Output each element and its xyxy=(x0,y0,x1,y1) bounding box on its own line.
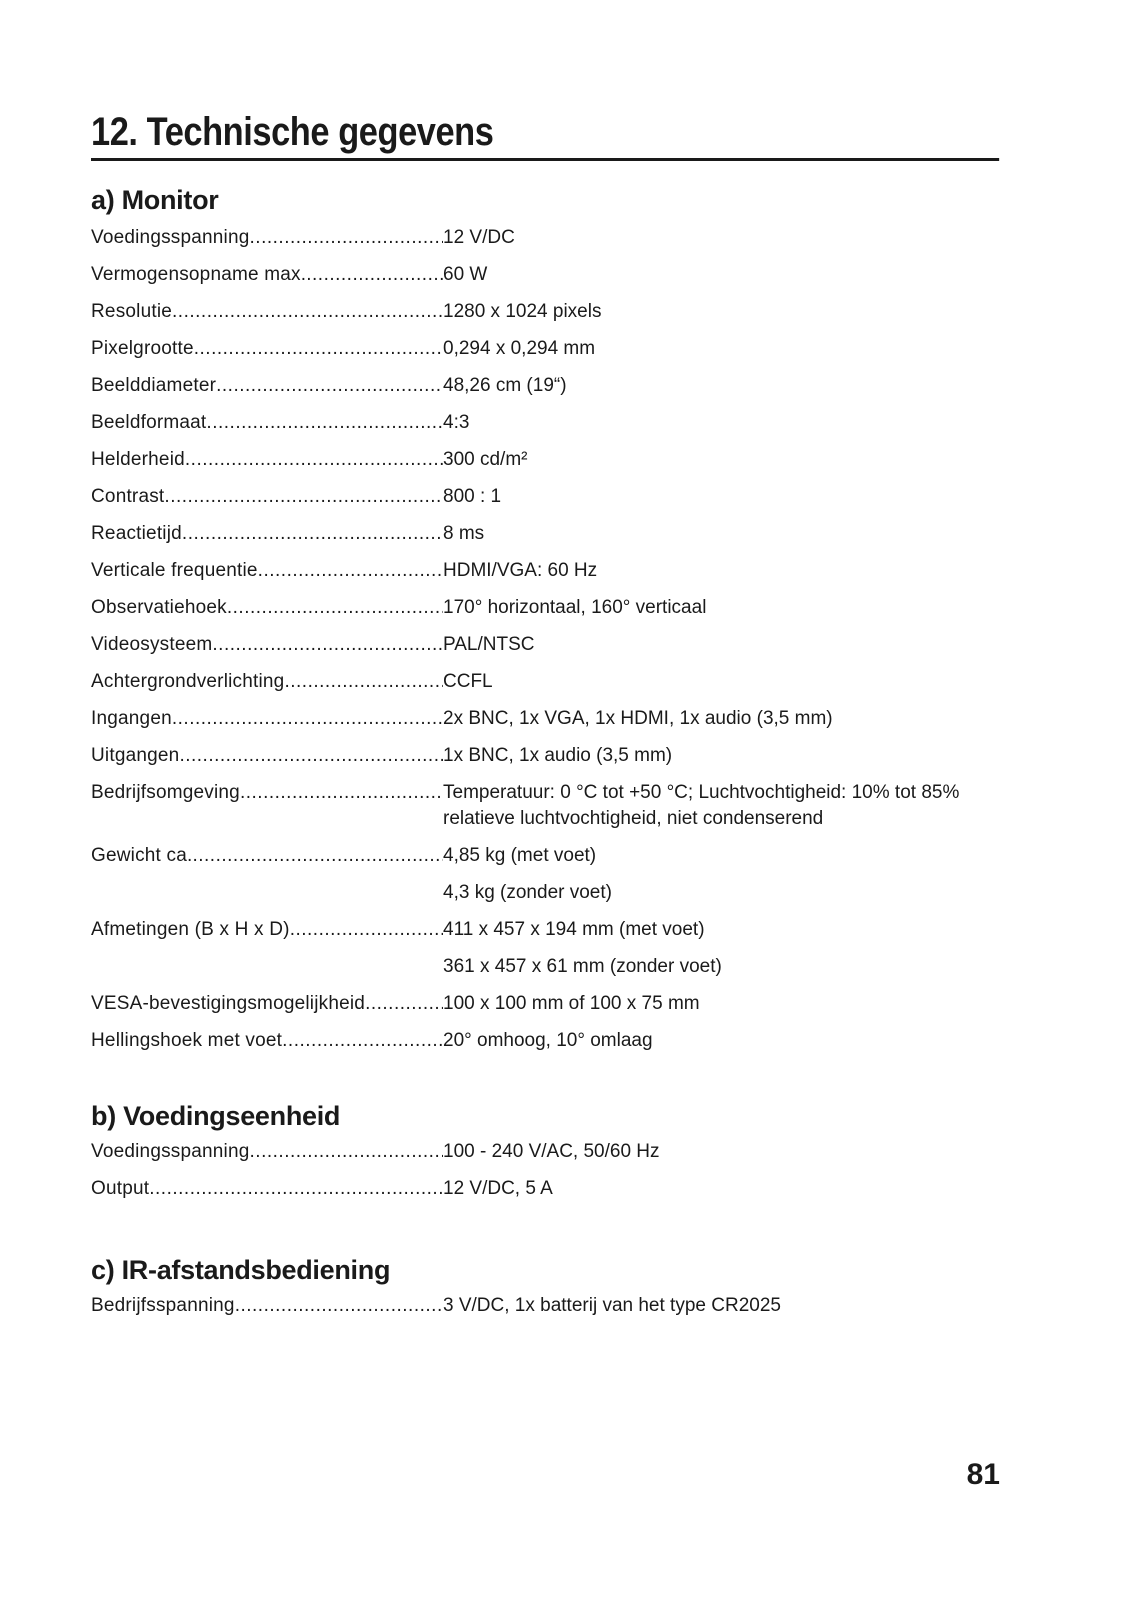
leader-dots xyxy=(240,780,443,806)
page-number: 81 xyxy=(966,1458,1000,1491)
leader-dots xyxy=(206,410,443,436)
leader-dots xyxy=(182,521,443,547)
spec-label: Videosysteem xyxy=(91,634,213,655)
leader-dots xyxy=(164,484,443,510)
spec-label: Resolutie xyxy=(91,301,173,322)
spec-label: Beelddiameter xyxy=(91,375,217,396)
leader-dots xyxy=(290,917,443,943)
leader-dots xyxy=(179,743,443,769)
spec-label: Afmetingen (B x H x D) xyxy=(91,919,290,940)
spec-row xyxy=(91,743,999,780)
section-title: a) Monitor xyxy=(91,185,219,215)
spec-row xyxy=(91,991,999,1028)
leader-dots xyxy=(216,373,443,399)
spec-label: Vermogensopname max. xyxy=(91,264,307,285)
spec-value: 411 x 457 x 194 mm (met voet) xyxy=(443,919,705,940)
section-title: c) IR-afstandsbediening xyxy=(91,1255,391,1285)
leader-dots xyxy=(172,706,443,732)
spec-label: Bedrijfsomgeving xyxy=(91,782,240,803)
spec-row xyxy=(91,410,999,447)
spec-label: Observatiehoek xyxy=(91,597,227,618)
spec-row xyxy=(91,1176,999,1213)
spec-value: 20° omhoog, 10° omlaag xyxy=(443,1030,653,1051)
spec-value: HDMI/VGA: 60 Hz xyxy=(443,560,598,581)
spec-value: 100 x 100 mm of 100 x 75 mm xyxy=(443,993,700,1014)
spec-row xyxy=(91,521,999,558)
spec-value: CCFL xyxy=(443,671,493,692)
spec-row xyxy=(91,1028,999,1065)
spec-row xyxy=(91,336,999,373)
chapter-title: 12. Technische gegevens xyxy=(91,108,999,161)
spec-value: 361 x 457 x 61 mm (zonder voet) xyxy=(443,956,722,977)
spec-value: 0,294 x 0,294 mm xyxy=(443,338,596,359)
spec-row-continuation xyxy=(91,880,999,917)
spec-value: 800 : 1 xyxy=(443,486,502,507)
leader-dots xyxy=(212,632,443,658)
spec-row xyxy=(91,373,999,410)
spec-value: 4:3 xyxy=(443,412,470,433)
spec-row xyxy=(91,917,999,954)
spec-row xyxy=(91,484,999,521)
section-monitor xyxy=(91,183,999,1065)
spec-label: Helderheid xyxy=(91,449,185,470)
spec-value: 3 V/DC, 1x batterij van het type CR2025 xyxy=(443,1295,781,1316)
spec-value: 4,3 kg (zonder voet) xyxy=(443,882,612,903)
spec-row xyxy=(91,595,999,632)
spec-value: 2x BNC, 1x VGA, 1x HDMI, 1x audio (3,5 mm) xyxy=(443,708,833,729)
spec-label: Pixelgrootte xyxy=(91,338,194,359)
section-power-supply xyxy=(91,1099,999,1213)
spec-value: 12 V/DC, 5 A xyxy=(443,1178,553,1199)
spec-row xyxy=(91,780,999,843)
document-page xyxy=(91,108,999,1330)
leader-dots xyxy=(365,991,443,1017)
spec-list xyxy=(91,1139,999,1213)
spec-row-continuation xyxy=(91,954,999,991)
spec-row xyxy=(91,558,999,595)
spec-label: Uitgangen xyxy=(91,745,180,766)
leader-dots xyxy=(185,447,443,473)
spec-value: 8 ms xyxy=(443,523,485,544)
spec-row xyxy=(91,632,999,669)
spec-label: Hellingshoek met voet xyxy=(91,1030,283,1051)
leader-dots xyxy=(250,1139,443,1165)
spec-label: Verticale frequentie xyxy=(91,560,258,581)
leader-dots xyxy=(282,1028,443,1054)
spec-label: Beeldformaat xyxy=(91,412,207,433)
spec-value: 170° horizontaal, 160° verticaal xyxy=(443,597,707,618)
spec-label: VESA-bevestigingsmogelijkheid xyxy=(91,993,366,1014)
spec-list xyxy=(91,1293,999,1330)
spec-value: 100 - 240 V/AC, 50/60 Hz xyxy=(443,1141,660,1162)
spec-value: 4,85 kg (met voet) xyxy=(443,845,597,866)
spec-row xyxy=(91,299,999,336)
leader-dots xyxy=(194,336,443,362)
spec-value: 60 W xyxy=(443,264,488,285)
spec-value: 1280 x 1024 pixels xyxy=(443,301,602,322)
leader-dots xyxy=(250,225,443,251)
spec-row xyxy=(91,1139,999,1176)
spec-row xyxy=(91,225,999,262)
leader-dots xyxy=(149,1176,443,1202)
section-remote-control xyxy=(91,1253,999,1330)
spec-label: Bedrijfsspanning xyxy=(91,1295,235,1316)
spec-row xyxy=(91,843,999,880)
spec-label: Ingangen xyxy=(91,708,172,729)
leader-dots xyxy=(258,558,443,584)
spec-label: Voedingsspanning xyxy=(91,227,250,248)
leader-dots xyxy=(306,262,443,288)
spec-row xyxy=(91,447,999,484)
spec-value: 300 cd/m² xyxy=(443,449,528,470)
spec-label: Voedingsspanning xyxy=(91,1141,250,1162)
spec-row xyxy=(91,1293,999,1330)
spec-row xyxy=(91,262,999,299)
spec-label: Gewicht ca. xyxy=(91,845,193,866)
spec-value: 12 V/DC xyxy=(443,227,515,248)
leader-dots xyxy=(192,843,443,869)
section-title: b) Voedingseenheid xyxy=(91,1101,341,1131)
leader-dots xyxy=(172,299,443,325)
leader-dots xyxy=(284,669,443,695)
spec-value: 1x BNC, 1x audio (3,5 mm) xyxy=(443,745,673,766)
spec-row xyxy=(91,706,999,743)
spec-value: 48,26 cm (19“) xyxy=(443,375,567,396)
spec-value: Temperatuur: 0 °C tot +50 °C; Luchtvochtigheid: 10% tot 85% relatieve luchtvochtigheid, niet condenserend xyxy=(443,782,960,829)
spec-label: Reactietijd xyxy=(91,523,182,544)
spec-label: Output xyxy=(91,1178,150,1199)
spec-value: PAL/NTSC xyxy=(443,634,535,655)
spec-label: Contrast xyxy=(91,486,165,507)
spec-row xyxy=(91,669,999,706)
spec-list xyxy=(91,225,999,1065)
leader-dots xyxy=(235,1293,443,1319)
spec-label: Achtergrondverlichting xyxy=(91,671,285,692)
leader-dots xyxy=(227,595,443,621)
